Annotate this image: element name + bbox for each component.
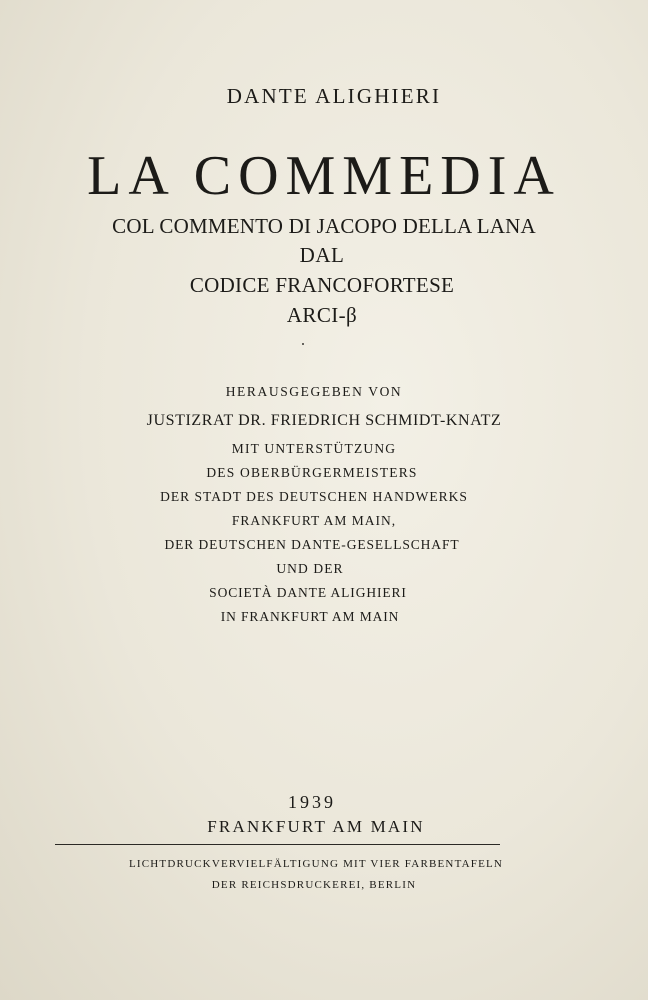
ornament-dot	[302, 343, 304, 345]
editorial-line: IN FRANKFURT AM MAIN	[220, 609, 400, 624]
editor-name: JUSTIZRAT DR. FRIEDRICH SCHMIDT-KNATZ	[146, 412, 502, 429]
editorial-line: DES OBERBÜRGERMEISTERS	[206, 465, 418, 480]
editorial-line: HERAUSGEGEBEN VON	[225, 384, 403, 399]
publication-year: 1939	[288, 792, 336, 812]
editorial-line: FRANKFURT AM MAIN,	[231, 513, 397, 528]
printer-line: LICHTDRUCKVERVIELFÄLTIGUNG MIT VIER FARBENTAFELN	[128, 858, 504, 870]
publication-place: FRANKFURT AM MAIN	[207, 817, 425, 836]
editorial-line: UND DER	[276, 561, 344, 576]
editorial-line: MIT UNTERSTÜTZUNG	[231, 441, 397, 456]
subtitle-line: DAL	[299, 243, 345, 267]
editorial-line: SOCIETÀ DANTE ALIGHIERI	[209, 585, 407, 600]
subtitle-line: COL COMMENTO DI JACOPO DELLA LANA	[112, 214, 536, 238]
editorial-line: DER STADT DES DEUTSCHEN HANDWERKS	[160, 489, 468, 504]
subtitle-line: CODICE FRANCOFORTESE	[189, 273, 455, 297]
subtitle-line: ARCI-β	[286, 303, 358, 327]
printer-line: DER REICHSDRUCKEREI, BERLIN	[211, 879, 417, 891]
editorial-line: DER DEUTSCHEN DANTE-GESELLSCHAFT	[164, 537, 460, 552]
horizontal-rule	[55, 844, 500, 845]
author-name: DANTE ALIGHIERI	[226, 84, 442, 108]
book-title: LA COMMEDIA	[87, 145, 561, 207]
